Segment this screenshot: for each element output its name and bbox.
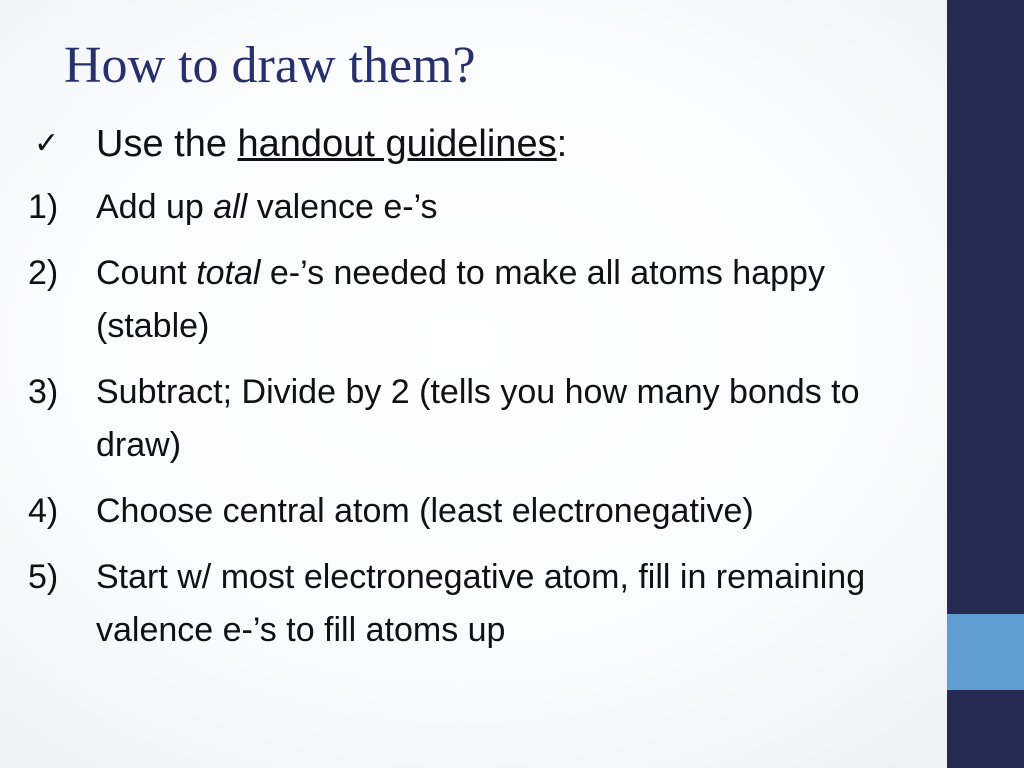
step-number: 3) [28,373,59,411]
step-2 [28,247,928,353]
checkmark-icon: ✓ [34,126,60,161]
slide-title: How to draw them? [64,37,476,94]
step-emphasis: total [196,254,261,292]
step-text: valence e-’s [247,188,438,226]
step-emphasis: all [213,188,248,226]
step-4 [28,485,928,538]
step-text: Start w/ most electronegative atom, fill in remaining valence e-’s to fill atoms up [96,558,866,649]
intro-suffix: : [556,123,568,165]
slide-body [28,116,928,670]
step-text: Subtract; Divide by 2 (tells you how many bonds to draw) [96,373,860,464]
step-number: 2) [28,254,59,292]
intro-bullet [28,116,928,172]
sidebar-accent-block [947,614,1024,690]
intro-prefix: Use the [96,123,238,165]
step-number: 4) [28,492,59,530]
handout-guidelines-text: handout guidelines [237,123,557,165]
step-1 [28,181,928,234]
step-text: Count [96,254,197,292]
step-3 [28,366,928,472]
step-5 [28,551,928,657]
step-number: 5) [28,558,59,596]
step-text: Add up [96,188,214,226]
step-number: 1) [28,188,59,226]
step-text: Choose central atom (least electronegative) [96,492,754,530]
step-text: e-’s needed to make all atoms happy (stable) [96,254,825,345]
